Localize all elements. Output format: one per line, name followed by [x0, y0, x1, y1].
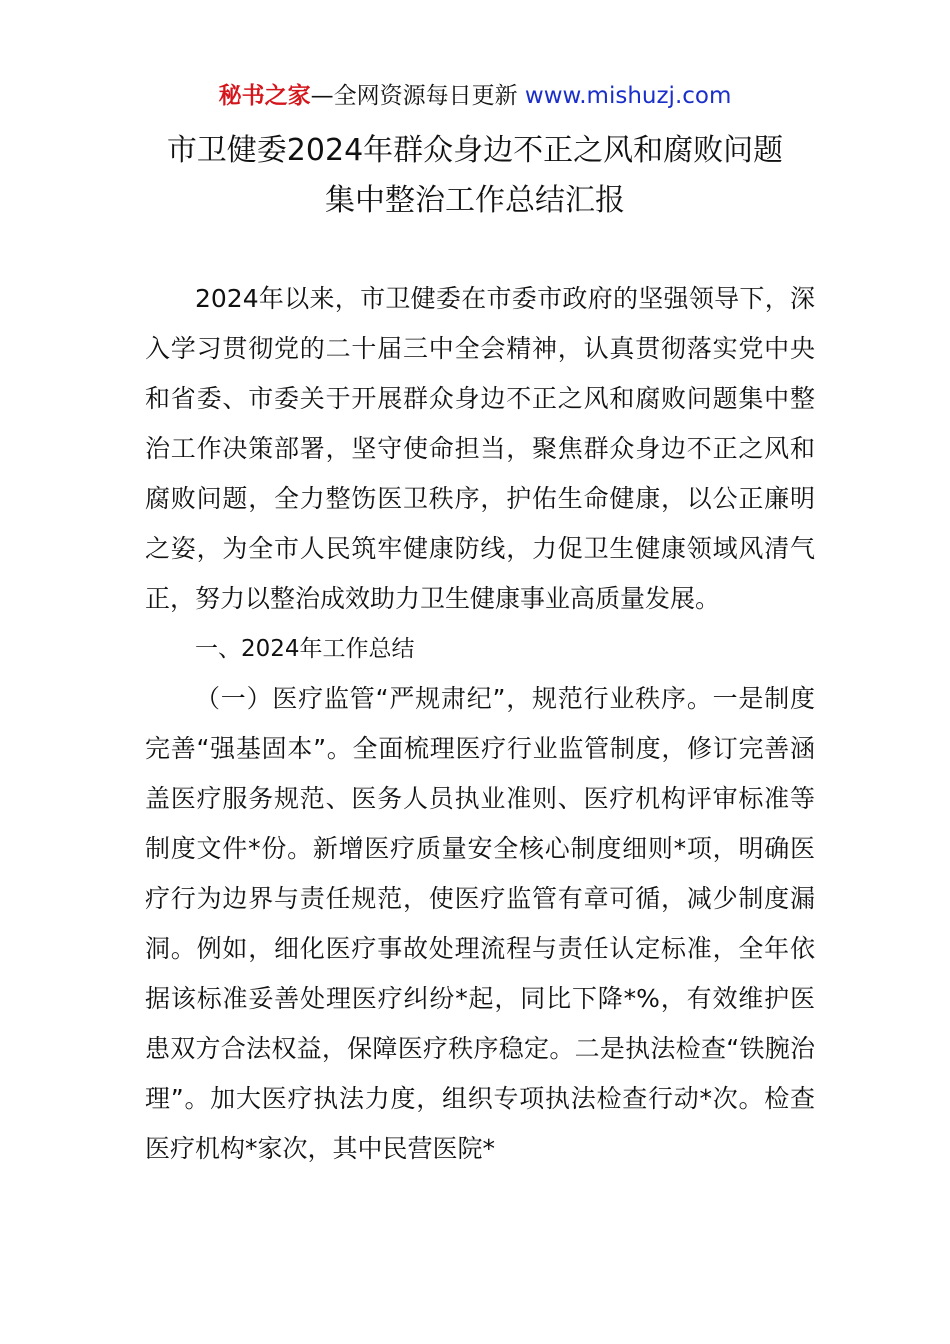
title-line-1: 市卫健委2024年群众身边不正之风和腐败问题 — [166, 133, 784, 168]
site-header — [0, 80, 950, 112]
intro-paragraph: 2024年以来，市卫健委在市委市政府的坚强领导下，深入学习贯彻党的二十届三中全会精神，认真贯彻落实党中央和省委、市委关于开展群众身边不正之风和腐败问题集中整治工作决策部署，坚守使命担当，聚焦群众身边不正之风和腐败问题，全力整饬医卫秩序，护佑生命健康，以公正廉明之姿，为全市人民筑牢健康防线，力促卫生健康领域风清气正，努力以整治成效助力卫生健康事业高质量发展。 — [145, 284, 815, 613]
header-tagline: —全网资源每日更新 — [310, 83, 525, 109]
brand-name: 秘书之家 — [218, 83, 311, 109]
body-paragraph: （一）医疗监管“严规肃纪”，规范行业秩序。一是制度完善“强基固本”。全面梳理医疗行业监管制度，修订完善涵盖医疗服务规范、医务人员执业准则、医疗机构评审标准等制度文件*份。新增医疗质量安全核心制度细则*项，明确医疗行为边界与责任规范，使医疗监管有章可循，减少制度漏洞。例如，细化医疗事故处理流程与责任认定标准，全年依据该标准妥善处理医疗纠纷*起，同比下降*%，有效维护医患双方合法权益，保障医疗秩序稳定。二是执法检查“铁腕治理”。加大医疗执法力度，组织专项执法检查行动*次。检查医疗机构*家次，其中民营医院* — [145, 684, 815, 1163]
title-line-2: 集中整治工作总结汇报 — [325, 183, 625, 218]
document-title — [0, 126, 950, 226]
site-url-link[interactable]: www.mishuzj.com — [524, 83, 732, 109]
document-body — [145, 274, 815, 1174]
section-heading: 一、2024年工作总结 — [195, 636, 415, 662]
